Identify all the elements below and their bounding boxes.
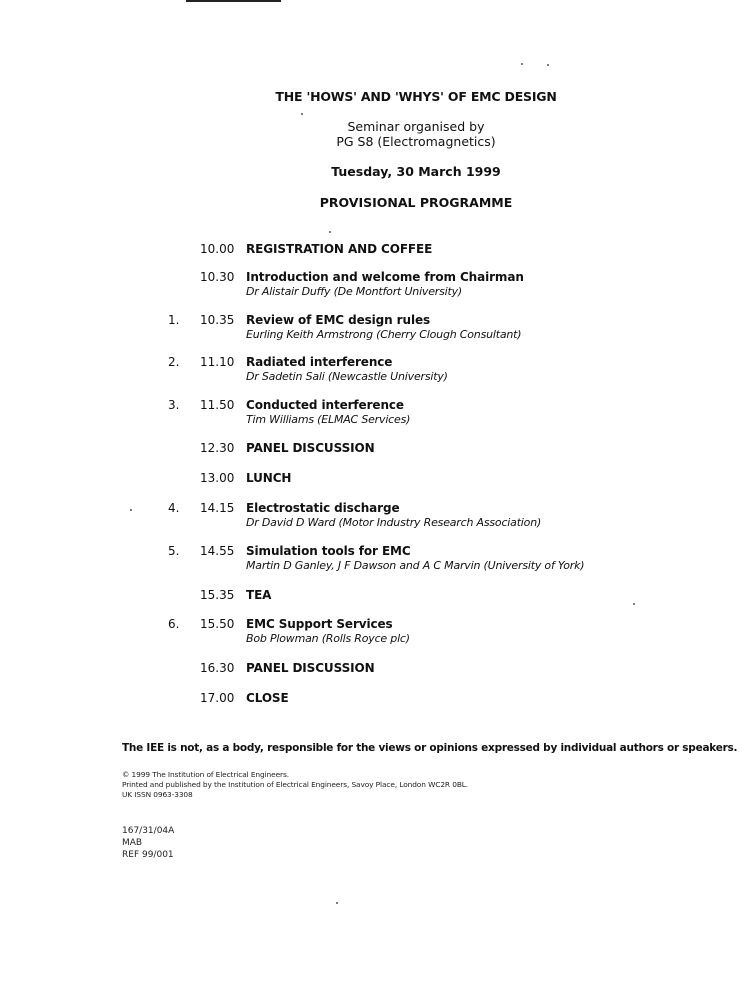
item-time: 15.50 [200, 617, 235, 631]
item-title: Radiated interference [246, 355, 393, 369]
item-number: 5. [168, 544, 180, 558]
scan-speck [329, 231, 331, 233]
organiser-name: PG S8 (Electromagnetics) [336, 134, 496, 149]
item-time: 16.30 [200, 661, 235, 675]
item-number: 4. [168, 501, 180, 515]
item-time: 10.30 [200, 270, 235, 284]
programme-item [0, 661, 755, 695]
programme-item [0, 398, 755, 432]
scan-speck [521, 63, 523, 65]
item-time: 11.10 [200, 355, 235, 369]
reference-code: 167/31/04A [122, 826, 175, 836]
item-title: REGISTRATION AND COFFEE [246, 242, 433, 256]
item-speaker: Tim Williams (ELMAC Services) [246, 413, 411, 426]
item-speaker: Martin D Ganley, J F Dawson and A C Marvin (University of York) [246, 559, 585, 572]
item-time: 10.35 [200, 313, 235, 327]
item-title: TEA [246, 588, 272, 602]
organiser-line: Seminar organised by [347, 119, 485, 134]
item-title: Conducted interference [246, 398, 404, 412]
programme-heading: PROVISIONAL PROGRAMME [319, 195, 513, 210]
item-title: Electrostatic discharge [246, 501, 400, 515]
item-time: 14.15 [200, 501, 235, 515]
item-time: 10.00 [200, 242, 235, 256]
item-title: CLOSE [246, 691, 289, 705]
item-title: Introduction and welcome from Chairman [246, 270, 524, 284]
item-number: 1. [168, 313, 180, 327]
programme-item [0, 617, 755, 651]
item-title: EMC Support Services [246, 617, 393, 631]
item-speaker: Bob Plowman (Rolls Royce plc) [246, 632, 410, 645]
scan-speck [547, 64, 549, 66]
item-time: 17.00 [200, 691, 235, 705]
programme-item [0, 471, 755, 505]
programme-item [0, 441, 755, 475]
programme-item [0, 355, 755, 389]
disclaimer: The IEE is not, as a body, responsible for the views or opinions expressed by individual authors or speakers. [122, 742, 738, 754]
item-number: 2. [168, 355, 180, 369]
item-title: PANEL DISCUSSION [246, 661, 375, 675]
scan-speck [336, 902, 338, 904]
scan-speck [301, 113, 303, 115]
programme-item [0, 270, 755, 304]
copyright-notice: © 1999 The Institution of Electrical Engineers. [122, 770, 289, 779]
reference-number: REF 99/001 [122, 850, 174, 860]
item-time: 11.50 [200, 398, 235, 412]
item-title: Review of EMC design rules [246, 313, 431, 327]
item-number: 6. [168, 617, 180, 631]
item-time: 12.30 [200, 441, 235, 455]
programme-item [0, 313, 755, 347]
item-speaker: Dr David D Ward (Motor Industry Research Association) [246, 516, 542, 529]
item-time: 14.55 [200, 544, 235, 558]
programme-item [0, 544, 755, 578]
item-speaker: Dr Alistair Duffy (De Montfort University) [246, 285, 463, 298]
item-title: Simulation tools for EMC [246, 544, 411, 558]
publisher-notice: Printed and published by the Institution of Electrical Engineers, Savoy Place, London WC2R 0BL. [122, 780, 469, 789]
item-title: PANEL DISCUSSION [246, 441, 375, 455]
item-speaker: Eurling Keith Armstrong (Cherry Clough Consultant) [246, 328, 522, 341]
issn-number: UK ISSN 0963-3308 [122, 790, 193, 799]
seminar-date: Tuesday, 30 March 1999 [331, 164, 501, 179]
programme-item [0, 501, 755, 535]
programme-item [0, 691, 755, 725]
item-time: 13.00 [200, 471, 235, 485]
item-time: 15.35 [200, 588, 235, 602]
item-number: 3. [168, 398, 180, 412]
item-title: LUNCH [246, 471, 292, 485]
reference-initials: MAB [122, 838, 143, 848]
page-title: THE 'HOWS' AND 'WHYS' OF EMC DESIGN [275, 89, 557, 104]
top-rule [186, 0, 281, 2]
item-speaker: Dr Sadetin Sali (Newcastle University) [246, 370, 448, 383]
